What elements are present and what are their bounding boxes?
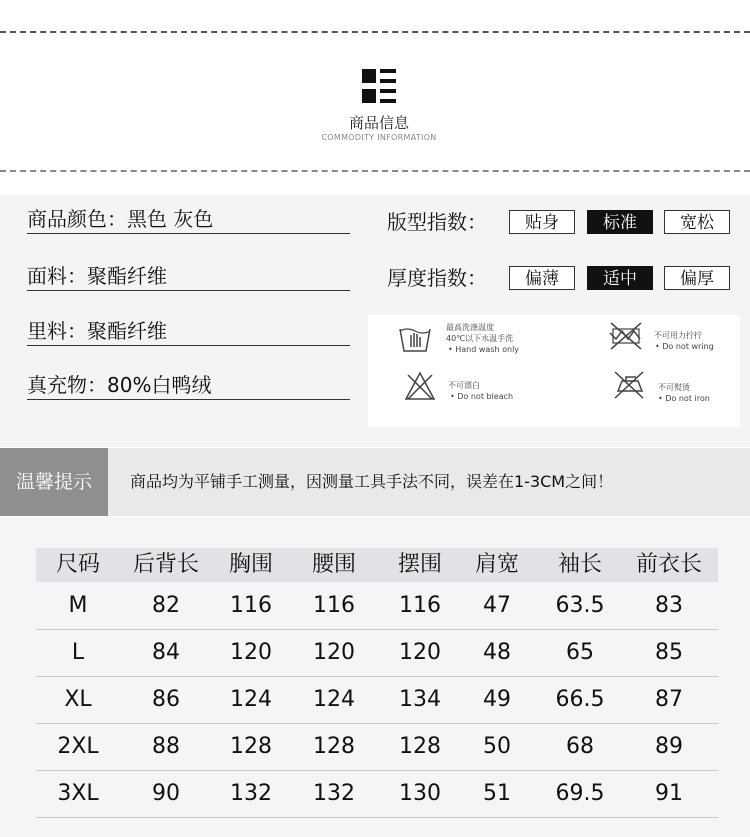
cell-size: 3XL [57,781,99,806]
cell-back-length: 86 [152,687,180,712]
cell-shoulder: 51 [483,781,511,806]
size-table-header [36,548,718,582]
thickness-option-thick: 偏厚 [664,266,730,290]
care-text-hand-wash-line-1: 最高洗涤温度 [446,323,494,332]
header-sleeve: 袖长 [557,552,602,577]
cell-sleeve: 66.5 [555,687,605,712]
cell-sleeve: 68 [566,734,594,759]
table-row [36,771,718,818]
tip-text: 商品均为平铺手工测量，因测量工具手法不同，误差在1-3CM之间！ [130,472,614,491]
fit-index-label: 版型指数： [387,210,487,234]
cell-sleeve: 65 [566,640,594,665]
header-size: 尺码 [55,552,100,577]
cell-waist: 116 [313,593,355,618]
cell-size: L [71,640,85,665]
care-instructions [368,315,740,427]
care-text-no-wring-en: • Do not wring [655,342,714,351]
fit-option-loose: 宽松 [664,210,730,234]
color-info: 商品颜色：黑色 灰色 [27,205,350,234]
cell-shoulder: 47 [483,593,511,618]
cell-size: XL [64,687,92,712]
cell-back-length: 84 [152,640,180,665]
cell-waist: 124 [313,687,355,712]
care-text-no-bleach: 不可漂白 [448,381,480,390]
header-hem: 摆围 [397,552,442,577]
fabric-info: 面料：聚酯纤维 [27,262,350,291]
cell-back-length: 88 [152,734,180,759]
cell-hem: 116 [399,593,441,618]
cell-waist: 128 [313,734,355,759]
cell-front-length: 89 [655,734,683,759]
cell-front-length: 87 [655,687,683,712]
table-row [36,724,718,771]
thickness-option-thin: 偏薄 [509,266,575,290]
no-bleach-icon [404,371,436,401]
cell-hem: 128 [399,734,441,759]
no-wring-icon [608,321,644,351]
grid-logo-icon [362,69,396,103]
lining-info: 里料：聚酯纤维 [27,317,350,346]
header-chest: 胸围 [228,552,273,577]
cell-chest: 128 [230,734,272,759]
care-text-no-iron: 不可熨烫 [658,383,690,392]
cell-chest: 120 [230,640,272,665]
filling-info: 真充物：80%白鸭绒 [27,371,350,400]
cell-chest: 132 [230,781,272,806]
cell-sleeve: 69.5 [555,781,605,806]
cell-front-length: 83 [655,593,683,618]
cell-shoulder: 48 [483,640,511,665]
tip-bar [0,448,750,516]
size-chart-section [0,517,750,837]
header-back-length: 后背长 [132,552,199,577]
care-text-hand-wash-line-2: 40℃以下水温手洗 [446,334,514,343]
thickness-index-label: 厚度指数： [387,266,487,290]
cell-size: M [68,593,88,618]
cell-shoulder: 49 [483,687,511,712]
section-title: 商品信息 [348,114,409,132]
care-text-no-iron-en: • Do not iron [658,394,710,403]
care-text-no-wring: 不可用力拧拧 [654,331,702,340]
cell-front-length: 85 [655,640,683,665]
fit-option-slim: 贴身 [509,210,575,234]
cell-front-length: 91 [655,781,683,806]
header-front-length: 前衣长 [635,552,702,577]
cell-hem: 130 [399,781,441,806]
cell-hem: 134 [399,687,441,712]
care-text-no-bleach-en: • Do not bleach [450,392,514,401]
cell-waist: 120 [313,640,355,665]
header-waist: 腰围 [311,552,356,577]
cell-waist: 132 [313,781,355,806]
care-text-hand-wash-en: • Hand wash only [448,345,520,354]
table-row [36,583,718,630]
table-row [36,677,718,724]
bottom-dashed-divider [0,170,750,172]
cell-sleeve: 63.5 [555,593,605,618]
no-iron-icon [612,369,646,401]
table-row [36,630,718,677]
cell-chest: 116 [230,593,272,618]
cell-back-length: 90 [152,781,180,806]
top-dashed-divider [0,31,750,33]
cell-hem: 120 [399,640,441,665]
cell-size: 2XL [57,734,99,759]
cell-back-length: 82 [152,593,180,618]
cell-shoulder: 50 [483,734,511,759]
tip-label: 温馨提示 [0,448,108,516]
hand-wash-icon [398,321,432,353]
section-subtitle: COMMODITY INFORMATION [321,133,437,142]
cell-chest: 124 [230,687,272,712]
thickness-option-medium: 适中 [587,266,653,290]
fit-option-standard: 标准 [587,210,653,234]
header-shoulder: 肩宽 [474,552,519,577]
